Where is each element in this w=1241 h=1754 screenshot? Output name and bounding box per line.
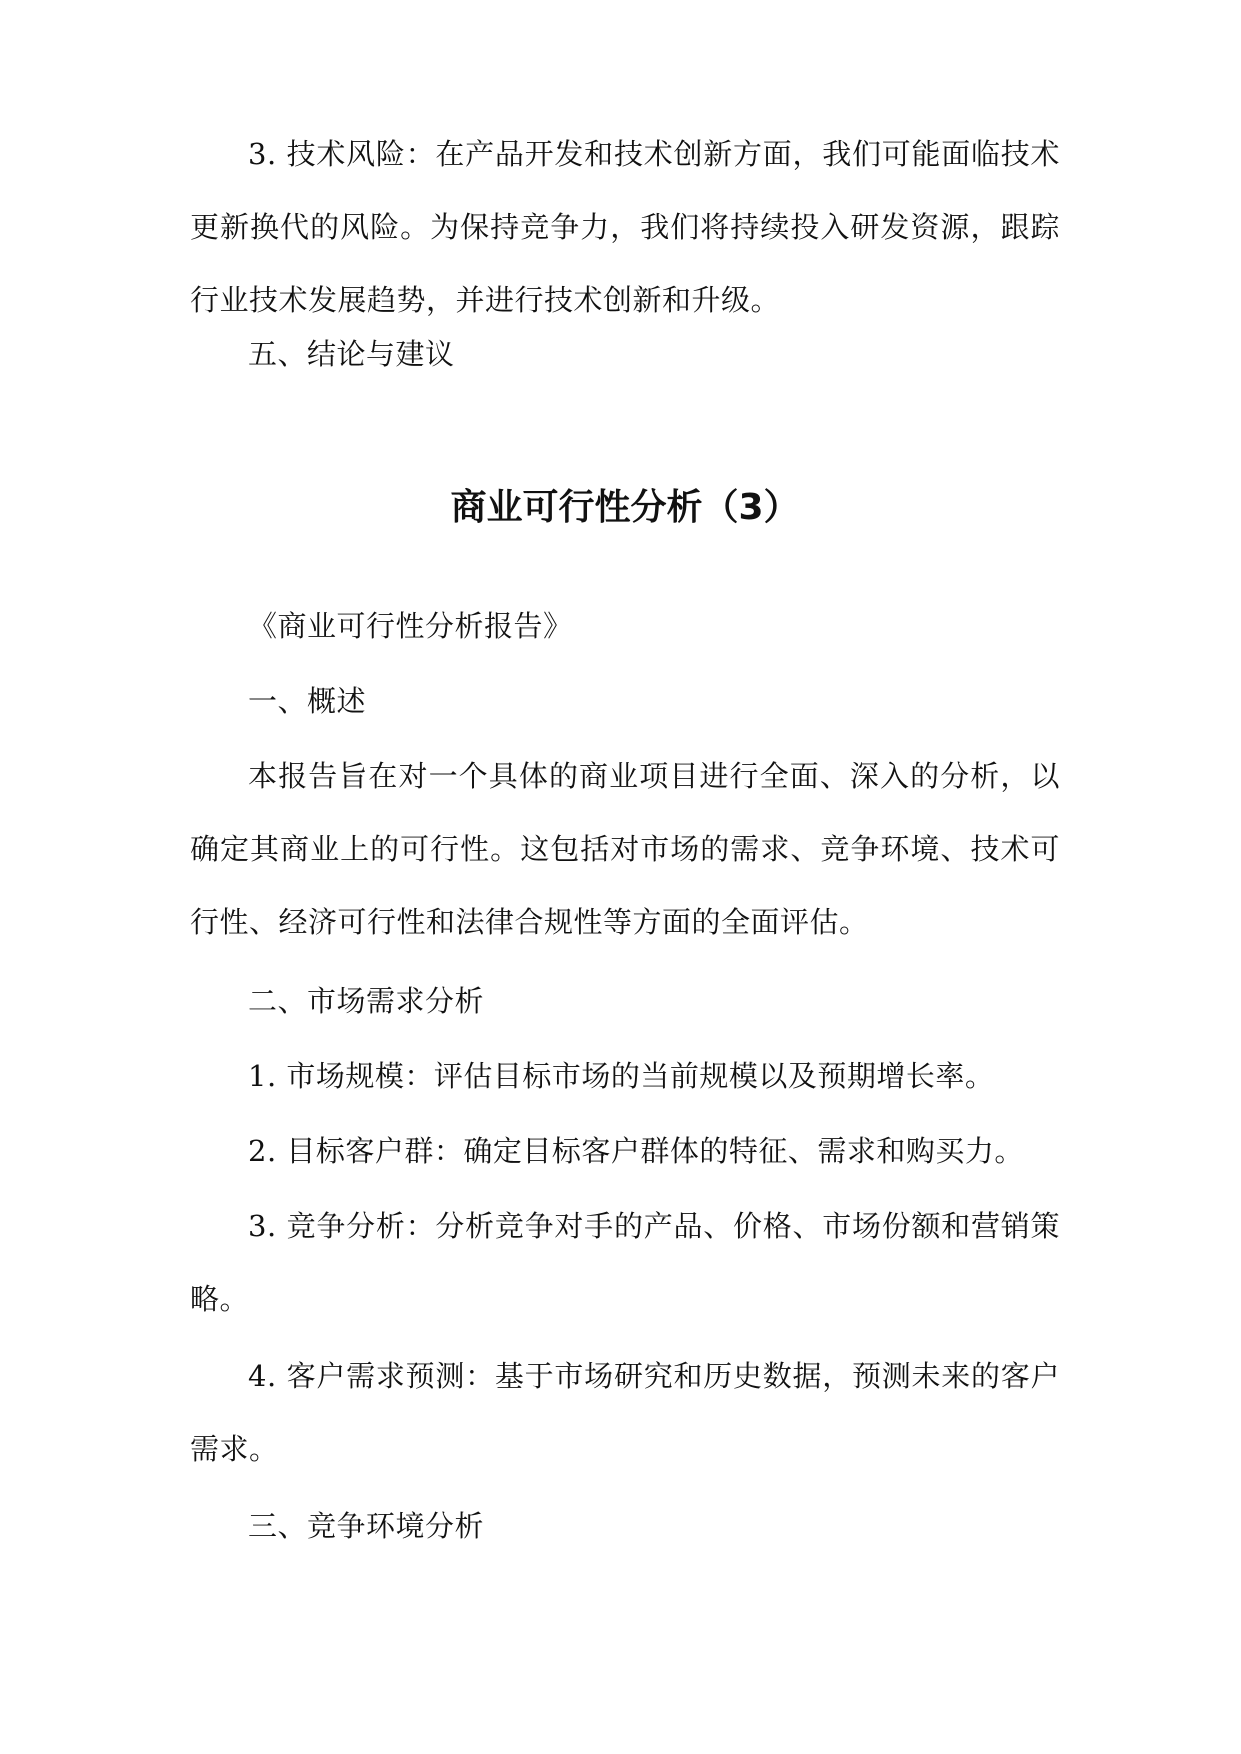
heading-competitive-environment: 三、竞争环境分析 xyxy=(248,1509,485,1543)
list-item-demand-forecast: 4. 客户需求预测：基于市场研究和历史数据，预测未来的客户需求。 xyxy=(190,1359,1060,1466)
list-item-target-customers: 2. 目标客户群：确定目标客户群体的特征、需求和购买力。 xyxy=(248,1134,1024,1168)
heading-overview: 一、概述 xyxy=(248,684,367,718)
heading-conclusion: 五、结论与建议 xyxy=(248,337,455,371)
list-item-competition-analysis: 3. 竞争分析：分析竞争对手的产品、价格、市场份额和营销策略。 xyxy=(190,1209,1060,1316)
report-title: 《商业可行性分析报告》 xyxy=(248,609,573,643)
section-title: 商业可行性分析（3） xyxy=(450,487,800,528)
paragraph-technical-risk: 3. 技术风险：在产品开发和技术创新方面，我们可能面临技术更新换代的风险。为保持竞争力，我们将持续投入研发资源，跟踪行业技术发展趋势，并进行技术创新和升级。 xyxy=(190,137,1060,317)
heading-market-demand: 二、市场需求分析 xyxy=(248,984,485,1018)
paragraph-overview: 本报告旨在对一个具体的商业项目进行全面、深入的分析，以确定其商业上的可行性。这包括对市场的需求、竞争环境、技术可行性、经济可行性和法律合规性等方面的全面评估。 xyxy=(190,759,1060,939)
list-item-market-size: 1. 市场规模：评估目标市场的当前规模以及预期增长率。 xyxy=(248,1059,995,1093)
